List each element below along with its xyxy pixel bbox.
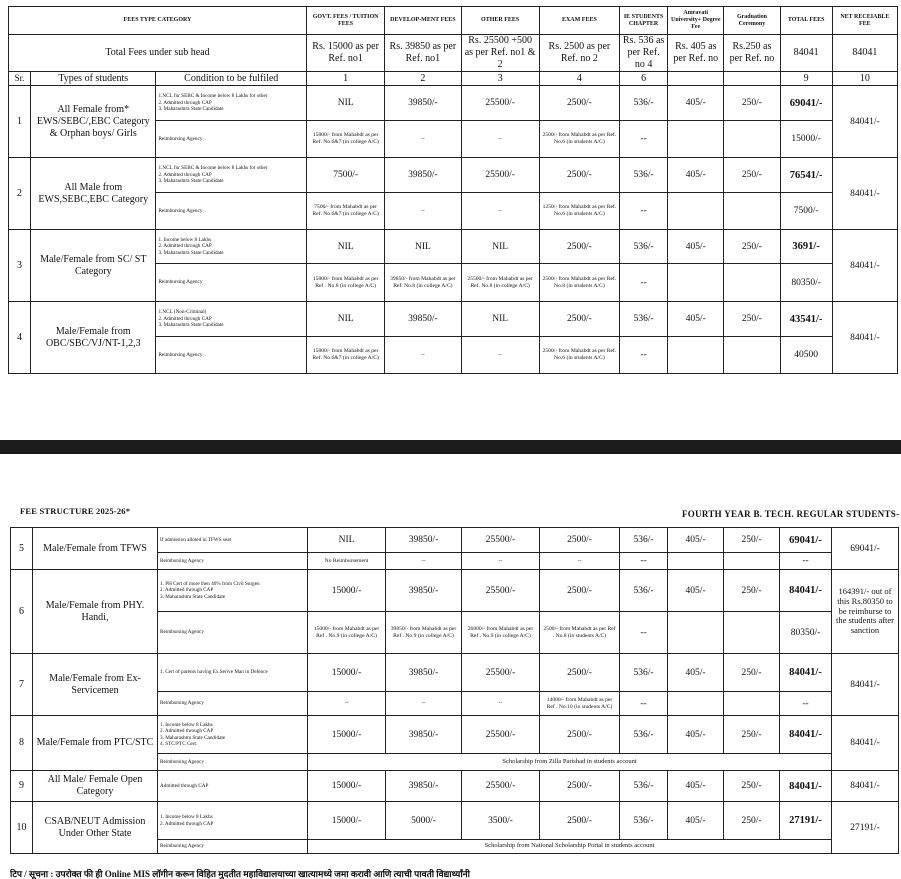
row-govt-fee: 7500/- <box>307 158 385 193</box>
table-row <box>9 158 898 193</box>
row-amravati-fee: 405/- <box>668 570 724 612</box>
row-net-fee: 84041/- <box>832 771 899 802</box>
col-1: 1 <box>307 72 385 86</box>
row-reimb-exam: 2500/- from Mahabdt as per Ref. No.6 (in students A/C) <box>539 337 619 374</box>
row-net-fee: 84041/- <box>832 158 897 230</box>
row-net-fee: 84041/- <box>832 654 899 716</box>
row-reimb-govt: 15000/- from Mahabdt as per Ref . No.9 (in college A/C) <box>308 612 386 654</box>
table-row <box>11 802 899 840</box>
row-reimb-dev: -- <box>386 692 462 716</box>
header-govt-fees: GOVT. FEES / TUITION FEES <box>307 7 385 35</box>
row-reimb-dev: 39850/- from Mahabdt as per Ref . No.9 (in college A/C) <box>386 612 462 654</box>
row-sr: 1 <box>9 86 31 158</box>
row-total-fee: 76541/- <box>780 158 832 193</box>
header-development-fees: DEVELOP-MENT FEES <box>385 7 461 35</box>
subhead-grad: Rs.250 as per Ref. no <box>724 35 780 72</box>
row-amravati-fee: 405/- <box>668 802 724 840</box>
subhead-ie: Rs. 536 as per Ref. no 4 <box>620 35 668 72</box>
row-condition: 1.NCL for SEBC & Income below 8 Lakhs for other 2. Admitted through CAP 3. Maharashtra State Candidate <box>156 158 307 193</box>
row-govt-fee: 15000/- <box>308 716 386 754</box>
row-reimb-govt: 15000/- from Mahabdt as per Ref . No.8 (in college A/C) <box>307 264 385 302</box>
row-reimb-total: 40500 <box>780 337 832 374</box>
subhead-total: 84041 <box>780 35 832 72</box>
col-sr: Sr. <box>9 72 31 86</box>
row-condition: 1.NCL (Non-Criminal) 2. Admitted through CAP 3. Maharashtra State Candidate <box>156 302 307 337</box>
row-sr: 6 <box>11 570 33 654</box>
header-total-fees: TOTAL FEES <box>780 7 832 35</box>
table-row <box>9 230 898 264</box>
row-total-fee: 3691/- <box>780 230 832 264</box>
subhead-exam: Rs. 2500 as per Ref. no 2 <box>539 35 619 72</box>
row-reimb-total: 80350/- <box>780 612 832 654</box>
row-reimb-ie: -- <box>620 264 668 302</box>
row-other-fee: 3500/- <box>462 802 540 840</box>
subhead-other: Rs. 25500 +500 as per Ref. no1 & 2 <box>461 35 539 72</box>
row-other-fee: NIL <box>461 302 539 337</box>
row-reimb-grad <box>724 264 780 302</box>
row-amravati-fee: 405/- <box>668 230 724 264</box>
col-9: 9 <box>780 72 832 86</box>
row-reimb-govt: 15000/- from Mahabdt as per Ref. No.6&7 (in college A/C) <box>307 337 385 374</box>
row-reimb-grad <box>724 612 780 654</box>
row-exam-fee: 2500/- <box>540 570 620 612</box>
row-grad-fee: 250/- <box>724 771 780 802</box>
row-reimb-grad <box>724 337 780 374</box>
fee-table-page-1 <box>8 6 898 374</box>
row-reimb-exam: -- <box>540 553 620 570</box>
row-dev-fee: 39850/- <box>386 716 462 754</box>
row-reimb-grad <box>724 692 780 716</box>
table-row <box>9 302 898 337</box>
row-reimb-amravati <box>668 264 724 302</box>
row-reimb-amravati <box>668 612 724 654</box>
row-reimb-grad <box>724 121 780 158</box>
row-condition: 1. Income below 8 Lakhs 2. Admitted through CAP 3. Maharashtra State Candidate <box>156 230 307 264</box>
row-student-type: Male/Female from SC/ ST Category <box>31 230 156 302</box>
row-reimb-dev: -- <box>386 553 462 570</box>
row-reimb-exam: 2500/- from Mahabdt as per Ref . No.8 (in students A/C) <box>540 612 620 654</box>
table-row <box>11 654 899 692</box>
row-condition: 1. Income below 8 Lakhs 2. Admitted through CAP 3. Maharashtra State Candidate 4. STC/PTC Cert. <box>158 716 308 754</box>
row-exam-fee: 2500/- <box>539 302 619 337</box>
row-reimb-total: 15000/- <box>780 121 832 158</box>
row-reimbursing-agency: Reimbursing Agency <box>158 840 308 854</box>
row-exam-fee: 2500/- <box>540 528 620 553</box>
row-reimbursing-agency: Reimbursing Agency <box>158 553 308 570</box>
row-ie-fee: 536/- <box>620 570 668 612</box>
row-exam-fee: 2500/- <box>540 654 620 692</box>
row-sr: 9 <box>11 771 33 802</box>
row-grad-fee: 250/- <box>724 802 780 840</box>
row-student-type: Male/Female from PHY. Handi, <box>33 570 158 654</box>
row-reimb-govt: No Reimbursement <box>308 553 386 570</box>
row-reimb-other: -- <box>461 337 539 374</box>
row-reimb-ie: -- <box>620 121 668 158</box>
row-govt-fee: NIL <box>307 302 385 337</box>
header-exam-fees: EXAM FEES <box>539 7 619 35</box>
row-reimb-other: 26000/- from Mahabdt as per Ref . No.9 (in college A/C) <box>462 612 540 654</box>
header-graduation: Graduation Ceremony <box>724 7 780 35</box>
row-reimb-dev: -- <box>385 121 461 158</box>
row-student-type: Male/Female from TFWS <box>33 528 158 570</box>
row-reimb-amravati <box>668 121 724 158</box>
row-reimbursing-agency: Reimbursing Agency <box>156 337 307 374</box>
row-condition: If admission alloted in TFWS seat <box>158 528 308 553</box>
row-amravati-fee: 405/- <box>668 302 724 337</box>
row-reimb-grad <box>724 553 780 570</box>
row-net-fee: 27191/- <box>832 802 899 854</box>
row-reimb-dev: -- <box>385 337 461 374</box>
row-reimb-other: 25500/- from Mahabdt as per Ref. No.8 (in college A/C) <box>461 264 539 302</box>
subhead-net: 84041 <box>832 35 897 72</box>
header-net-fee: NET RECEIABLE FEE <box>832 7 897 35</box>
row-dev-fee: 39850/- <box>386 654 462 692</box>
row-reimb-other: -- <box>462 553 540 570</box>
row-govt-fee: 15000/- <box>308 802 386 840</box>
row-amravati-fee: 405/- <box>668 528 724 553</box>
row-ie-fee: 536/- <box>620 654 668 692</box>
row-other-fee: 25500/- <box>462 654 540 692</box>
row-reimbursing-agency: Reimbursing Agency <box>158 692 308 716</box>
row-amravati-fee: 405/- <box>668 158 724 193</box>
row-govt-fee: 15000/- <box>308 771 386 802</box>
row-reimb-other: -- <box>462 692 540 716</box>
year-title: FOURTH YEAR B. TECH. REGULAR STUDENTS- <box>682 509 900 519</box>
row-sr: 3 <box>9 230 31 302</box>
row-net-fee: 69041/- <box>832 528 899 570</box>
row-other-fee: 25500/- <box>462 771 540 802</box>
row-amravati-fee: 405/- <box>668 86 724 121</box>
row-reimbursing-agency: Reimbursing Agency <box>158 612 308 654</box>
row-student-type: All Male from EWS,SEBC,EBC Category <box>31 158 156 230</box>
row-reimb-ie: -- <box>620 692 668 716</box>
row-reimb-ie: -- <box>620 612 668 654</box>
row-reimbursing-agency: Reimbursing Agency <box>156 121 307 158</box>
row-reimb-amravati <box>668 692 724 716</box>
row-amravati-fee: 405/- <box>668 716 724 754</box>
row-net-fee: 84041/- <box>832 302 897 374</box>
subhead-govt: Rs. 15000 as per Ref. no1 <box>307 35 385 72</box>
row-condition: 1. Income below 8 Lakhs 2. Admitted through CAP <box>158 802 308 840</box>
subhead-amravati: Rs. 405 as per Ref. no <box>668 35 724 72</box>
row-net-fee: 84041/- <box>832 86 897 158</box>
row-net-fee: 84041/- <box>832 230 897 302</box>
row-ie-fee: 536/- <box>620 230 668 264</box>
row-reimbursing-agency: Reimbursing Agency <box>156 193 307 230</box>
row-grad-fee: 250/- <box>724 302 780 337</box>
row-total-fee: 84041/- <box>780 716 832 754</box>
row-other-fee: 25500/- <box>462 716 540 754</box>
row-reimb-total: -- <box>780 553 832 570</box>
row-reimb-grad <box>724 193 780 230</box>
table-row <box>9 86 898 121</box>
row-total-fee: 84041/- <box>780 654 832 692</box>
row-student-type: Male/Female from PTC/STC <box>33 716 158 771</box>
col-6: 6 <box>620 72 668 86</box>
row-student-type: All Male/ Female Open Category <box>33 771 158 802</box>
page-separator <box>0 440 901 454</box>
row-dev-fee: 39850/- <box>385 86 461 121</box>
row-total-fee: 69041/- <box>780 86 832 121</box>
row-reimb-amravati <box>668 553 724 570</box>
row-govt-fee: NIL <box>307 230 385 264</box>
row-reimbursing-agency: Reimbursing Agency <box>158 754 308 771</box>
row-total-fee: 69041/- <box>780 528 832 553</box>
row-student-type: All Female from* EWS/SEBC/,EBC Category & Orphan boys/ Girls <box>31 86 156 158</box>
row-grad-fee: 250/- <box>724 86 780 121</box>
row-dev-fee: 39850/- <box>386 570 462 612</box>
row-condition: Admitted through CAP <box>158 771 308 802</box>
row-ie-fee: 536/- <box>620 302 668 337</box>
row-reimb-ie: -- <box>620 193 668 230</box>
row-total-fee: 84041/- <box>780 570 832 612</box>
row-other-fee: 25500/- <box>462 570 540 612</box>
row-reimb-ie: -- <box>620 553 668 570</box>
row-reimb-total: 80350/- <box>780 264 832 302</box>
row-exam-fee: 2500/- <box>540 771 620 802</box>
row-net-fee: 164391/- out of this Rs.80350 to be reimburse to the students after sanction <box>832 570 899 654</box>
row-reimb-exam: 2500/- from Mahabdt as per Ref. No.8 (in students A/C) <box>539 264 619 302</box>
row-ie-fee: 536/- <box>620 528 668 553</box>
fee-structure-title: FEE STRUCTURE 2025-26* <box>20 506 131 516</box>
col-types: Types of students <box>31 72 156 86</box>
row-grad-fee: 250/- <box>724 654 780 692</box>
row-condition: 1. Cert of parents having Ex.Serive Man in Defence <box>158 654 308 692</box>
row-student-type: Male/Female from OBC/SBC/VJ/NT-1,2,3 <box>31 302 156 374</box>
row-scholarship-note: Scholarship from National Scholarship Portal in students account <box>308 840 832 854</box>
header-ie-chapter: IE STUDENTS CHAPTER <box>620 7 668 35</box>
row-reimb-total: 7500/- <box>780 193 832 230</box>
row-grad-fee: 250/- <box>724 158 780 193</box>
row-total-fee: 84041/- <box>780 771 832 802</box>
row-condition: 1. PH Cert of more then 40% from Civil Surgen 2. Admitted through CAP 3. Maharashtra State Candidate <box>158 570 308 612</box>
row-other-fee: 25500/- <box>462 528 540 553</box>
row-amravati-fee: 405/- <box>668 771 724 802</box>
row-reimb-amravati <box>668 193 724 230</box>
row-govt-fee: 15000/- <box>308 654 386 692</box>
row-reimb-govt: -- <box>308 692 386 716</box>
row-ie-fee: 536/- <box>620 802 668 840</box>
row-ie-fee: 536/- <box>620 716 668 754</box>
header-fee-type: FEES TYPE CATEGORY <box>9 7 307 35</box>
row-exam-fee: 2500/- <box>540 802 620 840</box>
row-amravati-fee: 405/- <box>668 654 724 692</box>
row-other-fee: 25500/- <box>461 86 539 121</box>
row-sr: 2 <box>9 158 31 230</box>
col-2: 2 <box>385 72 461 86</box>
row-sr: 10 <box>11 802 33 854</box>
table-row <box>11 570 899 612</box>
row-ie-fee: 536/- <box>620 771 668 802</box>
col-10: 10 <box>832 72 897 86</box>
row-ie-fee: 536/- <box>620 86 668 121</box>
header-amravati-fee: Amravati University+ Degree Fee <box>668 7 724 35</box>
row-reimb-dev: 39850/- from Mahabdt as per Ref. No.8 (in college A/C) <box>385 264 461 302</box>
row-net-fee: 84041/- <box>832 716 899 771</box>
col-4: 4 <box>539 72 619 86</box>
table-row <box>11 528 899 553</box>
row-exam-fee: 2500/- <box>539 86 619 121</box>
fee-table-page-2 <box>10 527 899 854</box>
row-reimb-govt: 7500/- from Mahabdt as per Ref. No.6&7 (in college A/C) <box>307 193 385 230</box>
footnote: टिप / सूचना : उपरोक्त फी ही Online MIS लॉगीन करून विहित मुदतीत महाविद्यालयाच्या खात्यामध्ये जमा करावी आणि त्याची पावती विद्यार्थ्यांनी <box>10 869 470 879</box>
header-other-fees: OTHER FEES <box>461 7 539 35</box>
row-dev-fee: 39850/- <box>385 158 461 193</box>
row-dev-fee: 5000/- <box>386 802 462 840</box>
row-reimb-ie: -- <box>620 337 668 374</box>
row-ie-fee: 536/- <box>620 158 668 193</box>
row-sr: 5 <box>11 528 33 570</box>
table-row <box>11 716 899 754</box>
row-other-fee: 25500/- <box>461 158 539 193</box>
row-scholarship-note: Scholarship from Zilla Parishad in students account <box>308 754 832 771</box>
row-sr: 4 <box>9 302 31 374</box>
row-reimb-other: -- <box>461 193 539 230</box>
row-dev-fee: 39850/- <box>386 771 462 802</box>
row-dev-fee: 39850/- <box>386 528 462 553</box>
row-dev-fee: 39850/- <box>385 302 461 337</box>
row-exam-fee: 2500/- <box>539 158 619 193</box>
row-reimb-amravati <box>668 337 724 374</box>
row-grad-fee: 250/- <box>724 230 780 264</box>
row-govt-fee: NIL <box>307 86 385 121</box>
row-reimb-other: -- <box>461 121 539 158</box>
row-total-fee: 43541/- <box>780 302 832 337</box>
row-exam-fee: 2500/- <box>539 230 619 264</box>
row-sr: 8 <box>11 716 33 771</box>
row-reimb-govt: 15000/- from Mahabdt as per Ref. No.6&7 (in college A/C) <box>307 121 385 158</box>
row-reimb-dev: -- <box>385 193 461 230</box>
row-student-type: CSAB/NEUT Admission Under Other State <box>33 802 158 854</box>
row-total-fee: 27191/- <box>780 802 832 840</box>
row-other-fee: NIL <box>461 230 539 264</box>
row-grad-fee: 250/- <box>724 570 780 612</box>
row-student-type: Male/Female from Ex-Servicemen <box>33 654 158 716</box>
row-grad-fee: 250/- <box>724 716 780 754</box>
col-condition: Condition to be fulfiled <box>156 72 307 86</box>
row-govt-fee: 15000/- <box>308 570 386 612</box>
subhead-dev: Rs. 39850 as per Ref. no1 <box>385 35 461 72</box>
row-grad-fee: 250/- <box>724 528 780 553</box>
row-sr: 7 <box>11 654 33 716</box>
row-reimb-exam: 1250/- from Mahabdt as per Ref. No.6 (in students A/C) <box>539 193 619 230</box>
row-reimb-total: -- <box>780 692 832 716</box>
table-row <box>11 771 899 802</box>
row-govt-fee: NIL <box>308 528 386 553</box>
row-reimb-exam: 2500/- from Mahabdt as per Ref. No.6 (in students A/C) <box>539 121 619 158</box>
row-reimbursing-agency: Reimbursing Agency <box>156 264 307 302</box>
row-dev-fee: NIL <box>385 230 461 264</box>
subhead-label: Total Fees under sub head <box>9 35 307 72</box>
row-condition: 1.NCL for SEBC & Income below 8 Lakhs for other 2. Admitted through CAP 3. Maharashtra State Candidate <box>156 86 307 121</box>
row-exam-fee: 2500/- <box>540 716 620 754</box>
row-reimb-exam: 14000/- from Mahabdt as per Ref . No.10 (in students A/C) <box>540 692 620 716</box>
col-3: 3 <box>461 72 539 86</box>
